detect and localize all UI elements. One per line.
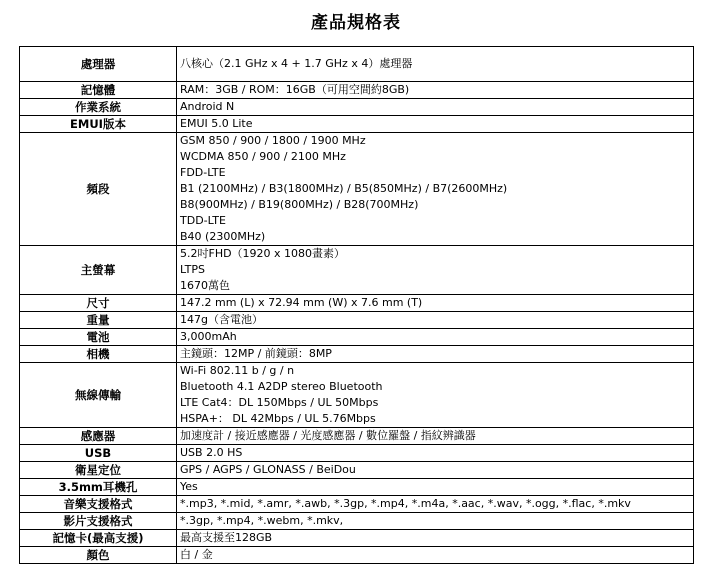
spec-value [177,547,694,564]
spec-label: 音樂支援格式 [20,496,177,513]
spec-value [177,462,694,479]
spec-value-line: *.3gp, *.mp4, *.webm, *.mkv, [180,514,344,527]
spec-value [177,133,694,246]
spec-row [20,363,694,428]
spec-value [177,496,694,513]
spec-label: 作業系統 [20,99,177,116]
spec-value [177,295,694,312]
spec-value-line: *.mp3, *.mid, *.amr, *.awb, *.3gp, *.mp4, *.m4a, *.aac, *.wav, *.ogg, *.flac, *.mkv [180,497,631,510]
spec-row [20,329,694,346]
spec-value [177,47,694,82]
spec-value-line: 147g（含電池） [180,313,263,326]
spec-value-line: 白 / 金 [180,548,213,561]
spec-value-line: 147.2 mm (L) x 72.94 mm (W) x 7.6 mm (T) [180,296,423,309]
spec-value [177,82,694,99]
spec-value-line: 八核心（2.1 GHz x 4 + 1.7 GHz x 4）處理器 [180,57,413,70]
spec-value-line: GPS / AGPS / GLONASS / BeiDou [180,463,356,476]
spec-value-line: 加速度計 / 接近感應器 / 光度感應器 / 數位羅盤 / 指紋辨識器 [180,429,476,442]
spec-value [177,445,694,462]
spec-row [20,496,694,513]
spec-row [20,133,694,246]
spec-value-line: HSPA+： DL 42Mbps / UL 5.76Mbps [180,412,376,425]
spec-row [20,99,694,116]
spec-table [19,46,694,564]
spec-row [20,547,694,564]
spec-row [20,295,694,312]
spec-label: 相機 [20,346,177,363]
spec-value [177,312,694,329]
spec-label: 主螢幕 [20,246,177,295]
spec-value [177,246,694,295]
spec-value-line: 1670萬色 [180,279,230,292]
spec-row [20,82,694,99]
spec-row [20,346,694,363]
spec-value-line: 5.2吋FHD（1920 x 1080畫素） [180,247,346,260]
spec-label: 頻段 [20,133,177,246]
spec-label: 顏色 [20,547,177,564]
spec-value-line: FDD-LTE [180,166,226,179]
spec-value-line: GSM 850 / 900 / 1800 / 1900 MHz [180,134,366,147]
spec-value-line: LTPS [180,263,205,276]
spec-value [177,428,694,445]
spec-value-line: WCDMA 850 / 900 / 2100 MHz [180,150,346,163]
spec-value [177,346,694,363]
spec-label: 電池 [20,329,177,346]
page-title: 產品規格表 [311,13,401,33]
spec-value-line: LTE Cat4：DL 150Mbps / UL 50Mbps [180,396,379,409]
spec-label: 尺寸 [20,295,177,312]
spec-value-line: USB 2.0 HS [180,446,243,459]
spec-label: 記憶卡(最高支援) [20,530,177,547]
spec-label: USB [20,445,177,462]
spec-value-line: Bluetooth 4.1 A2DP stereo Bluetooth [180,380,383,393]
spec-value [177,363,694,428]
spec-label: 3.5mm耳機孔 [20,479,177,496]
spec-table-body [20,47,694,564]
spec-label: EMUI版本 [20,116,177,133]
spec-value [177,116,694,133]
spec-value [177,99,694,116]
spec-value-line: B8(900MHz) / B19(800MHz) / B28(700MHz) [180,198,419,211]
spec-value-line: Wi-Fi 802.11 b / g / n [180,364,295,377]
spec-row [20,312,694,329]
spec-row [20,462,694,479]
spec-value-line: 主鏡頭：12MP / 前鏡頭：8MP [180,347,332,360]
spec-value-line: Yes [180,480,198,493]
spec-row [20,246,694,295]
spec-label: 感應器 [20,428,177,445]
spec-row [20,530,694,547]
spec-value-line: 最高支援至128GB [180,531,273,544]
spec-value-line: Android N [180,100,235,113]
spec-value-line: 3,000mAh [180,330,237,343]
spec-label: 記憶體 [20,82,177,99]
spec-label: 處理器 [20,47,177,82]
spec-value [177,513,694,530]
spec-row [20,47,694,82]
spec-value-line: RAM：3GB / ROM：16GB（可用空間約8GB) [180,83,410,96]
spec-row [20,479,694,496]
spec-value-line: TDD-LTE [180,214,226,227]
spec-value-line: B40 (2300MHz) [180,230,266,243]
spec-label: 衛星定位 [20,462,177,479]
spec-row [20,116,694,133]
spec-value-line: EMUI 5.0 Lite [180,117,253,130]
spec-row [20,513,694,530]
spec-label: 影片支援格式 [20,513,177,530]
spec-label: 無線傳輸 [20,363,177,428]
spec-value-line: B1 (2100MHz) / B3(1800MHz) / B5(850MHz) / B7(2600MHz) [180,182,508,195]
spec-value [177,329,694,346]
spec-row [20,428,694,445]
spec-label: 重量 [20,312,177,329]
spec-value [177,530,694,547]
spec-row [20,445,694,462]
spec-value [177,479,694,496]
